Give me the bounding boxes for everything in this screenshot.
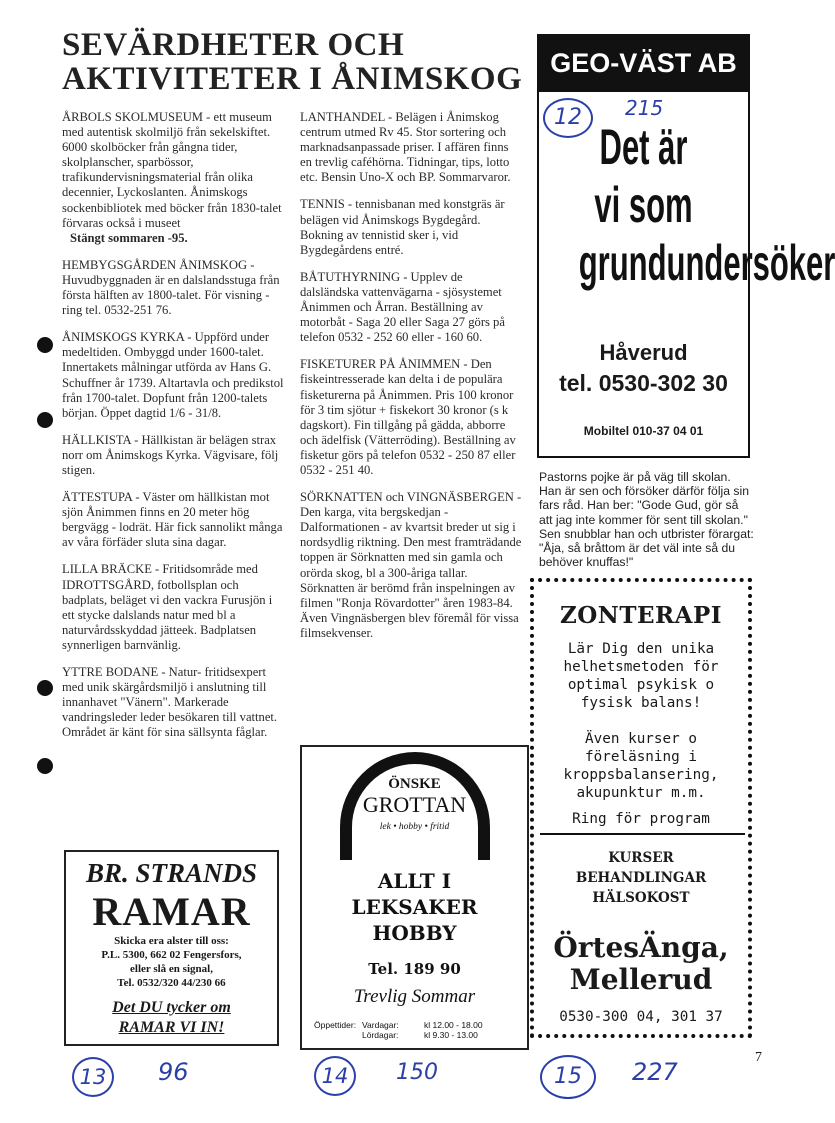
zonterapi-offer [535,848,747,908]
grottan-offer-2: LEKSAKER [351,895,478,919]
weekdays-time: kl 12.00 - 18.00 [424,1020,483,1030]
article-attestupa: ÄTTESTUPA - Väster om hällkistan mot sjön Ånimmen finns en 20 meter hög bergvägg - lodrät. Här fick sannolikt många av våra förfäder sluta sina dagar. [62,490,283,550]
article-text: ÅRBOLS SKOLMUSEUM - ett museum med autentisk skolmiljö från sekelskiftet. 6000 skolböcker från gångna tider, skolplanscher, sparbössor, trafikundervisningsmaterial från olika decennier, Lyckoslanten. Ånimskogs sockenbibliotek med böcker från 1830-talet förvaras också i museet [62,110,282,230]
geo-vast-slogan [578,118,835,292]
grottan-name-2: GROTTAN [362,792,467,817]
article-fisketurer: FISKETURER PÅ ÅNIMMEN - Den fiskeintresserade kan delta i de populära fisketurerna på Ånimmen. Pris 100 kronor för 3 tim sjötur + fiskekort 30 kronor (s k dagskort). Fin tillgång på gädda, abborre och ädelfisk (Vätterröding). Beställning av fisketur görs på telefon 0532 - 250 87 eller 0532 - 251 40. [300,357,516,477]
margin-bullet [37,680,53,696]
article-kyrka: ÅNIMSKOGS KYRKA - Uppförd under medeltiden. Ombyggd under 1600-talet. Innertakets målningar utförda av Hans G. Schuffner år 1739. Altartavla och predikstol från 1700-talet. Dopfunt från 1200-talets början. Öppet dagtid 1/6 - 31/8. [62,330,284,420]
page-number: 7 [755,1050,762,1065]
article-tennis: TENNIS - tennisbanan med konstgräs är belägen vid Ånimskogs Bygdegård. Bokning av tennistid sker i, vid Bygdegårdens entré. [300,197,505,257]
geo-vast-place: Håverud [599,340,688,365]
name-line: Mellerud [569,963,713,996]
headline-line-1: SEVÄRDHETER OCH [62,27,405,63]
grottan-phone: Tel. 189 90 [368,960,461,978]
geo-vast-company: GEO-VÄST AB [537,34,750,92]
geo-vast-mobile: Mobiltel 010-37 04 01 [583,424,704,438]
ramar-send: Skicka era alster till oss: [114,935,229,947]
ramar-slogan-2: RAMAR VI IN! [118,1019,225,1036]
article-lilla-bracke: LILLA BRÄCKE - Fritidsområde med IDROTTSGÅRD, fotbollsplan och badplats, beläget vi den vackra Furusjön i ett stycke dalslands natur med bl a naturvårdsskyddad jätteek. Badplatsen synnerligen barnvänlig. [62,562,273,652]
zonterapi-courses [535,730,747,802]
ramar-title-2: RAMAR [92,889,251,934]
handwritten-note: 227 [632,1058,678,1086]
slogan-line: grundundersöker [578,235,835,291]
hours-label: Öppettider: [314,1020,357,1030]
article-arbols [62,110,284,246]
article-hallkista: HÄLLKISTA - Hällkistan är belägen strax norr om Ånimskogs Kyrka. Vägvisare, följ stigen. [62,432,279,477]
grottan-name-1: ÖNSKE [388,776,441,792]
zonterapi-phone: 0530-300 04, 301 37 [559,1009,723,1025]
ramar-contact [66,934,277,990]
course-line: akupunktur m.m. [576,785,706,801]
name-line: ÖrtesÄnga, [553,931,729,964]
grottan-offer [302,868,527,946]
middle-column [300,110,522,653]
margin-bullet [37,412,53,428]
ramar-slogan-1: Det DU tycker om [112,999,231,1016]
zonterapi-pitch [535,640,747,712]
offer-line: HÄLSOKOST [592,890,690,906]
pitch-line: Lär Dig den unika [567,641,715,657]
ramar-address: P.L. 5300, 662 02 Fengersfors, [101,949,242,961]
ramar-slogan [66,998,277,1038]
joke-text: Pastorns pojke är på väg till skolan. Han är sen och försöker därför följa sin fars råd. Han ber: "Gode Gud, gör så att jag inte kommer för sent till skolan." Sen snubblar han och utbrister förargat: "Åja, så bråttom är det väl inte så du behöver knuffas!" [539,470,754,570]
handwritten-circled-number: 12 [543,98,593,138]
pitch-line: optimal psykisk o [567,677,715,693]
pitch-line: fysisk balans! [580,695,702,711]
grottan-offer-1: ALLT I [377,869,452,893]
grottan-offer-3: HOBBY [372,921,457,945]
zonterapi-ring: Ring för program [572,811,710,827]
handwritten-note: 215 [625,96,664,120]
article-sorknatten: SÖRKNATTEN och VINGNÄSBERGEN - Den karga, vita bergskedjan - Dalformationen - av kvartsit breder ut sig i nordsydlig riktning. Den mest framträdande toppen är Sörknatten med sin gamla och orörda skog, bl a 300-åriga tallar. Sörknatten är berömd från inspelningen av filmen "Ronja Rövardotter" åren 1983-84. Även Vingnäsbergen blev föremål för vissa filmsekvenser. [300,490,522,640]
course-line: föreläsning i [585,749,697,765]
course-line: kroppsbalansering, [563,767,719,783]
saturday-time: kl 9.30 - 13.00 [424,1030,478,1040]
course-line: Även kurser o [585,731,697,747]
zonterapi-title: ZONTERAPI [559,602,722,629]
offer-line: KURSER [608,850,674,866]
left-column [62,110,284,752]
margin-bullet [37,337,53,353]
handwritten-circled-number: 15 [540,1055,596,1099]
grottan-hours [314,1020,483,1040]
slogan-line: vi som [594,177,693,233]
handwritten-circled-number: 13 [72,1057,114,1097]
ramar-title-1: BR. STRANDS [85,858,258,888]
weekdays-label: Vardagar: [362,1020,399,1030]
article-lanthandel: LANTHANDEL - Belägen i Ånimskog centrum utmed Rv 45. Stor sortering och marknadsanpassade priser. I affären finns en trevlig caféhörna. Tidningar, tips, lotto etc. Bensin Uno-X och BP. Sommarvaror. [300,110,511,185]
slogan-line: Det är [599,119,688,175]
handwritten-circled-number: 14 [314,1056,356,1096]
geo-vast-phone: tel. 0530-302 30 [559,370,728,396]
headline-line-2: AKTIVITETER I ÅNIMSKOG [62,61,523,97]
closed-note: Stängt sommaren -95. [70,230,188,245]
article-hembygdsgarden: HEMBYGSGÅRDEN ÅNIMSKOG - Huvudbyggnaden är en dalslandsstuga från första hälften av 1800-talet. För visning - ring tel. 0532-251 76. [62,257,280,318]
article-yttre-bodane: YTTRE BODANE - Natur- fritidsexpert med unik skärgårdsmiljö i anslutning till innanhavet "Vänern". Markerade vandringsleder leder besökaren till vattnet. Området är känt för sina sällsynta fåglar. [62,665,278,740]
handwritten-note: 150 [396,1060,438,1085]
page-headline [62,28,532,96]
grottan-tagline: lek • hobby • fritid [379,822,450,832]
zonterapi-name [535,932,747,996]
offer-line: BEHANDLINGAR [575,870,707,886]
margin-bullet [37,758,53,774]
saturday-label: Lördagar: [362,1030,399,1040]
ramar-send-2: eller slå en signal, [130,963,213,975]
handwritten-note: 96 [158,1058,189,1086]
pitch-line: helhetsmetoden för [563,659,719,675]
article-batuthyrning: BÅTUTHYRNING - Upplev de dalsländska vattenvägarna - sjösystemet Ånimmen och Årran. Beställning av motorbåt - Saga 20 eller Saga 27 görs på telefon 0532 - 252 60 eller - 160 60. [300,269,505,345]
zonterapi-divider [540,833,745,835]
grottan-greeting: Trevlig Sommar [353,986,476,1007]
ramar-phone: Tel. 0532/320 44/230 66 [117,977,226,989]
